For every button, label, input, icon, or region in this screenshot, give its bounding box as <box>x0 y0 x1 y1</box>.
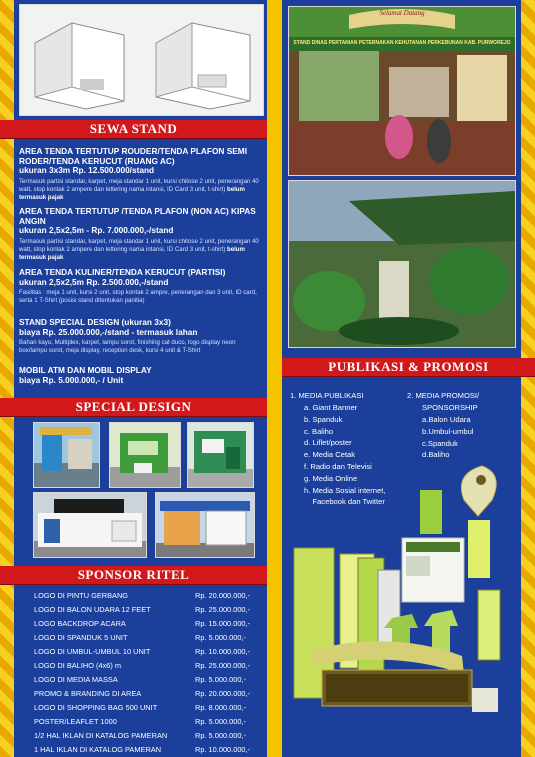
sponsor-item-name: LOGO DI BALON UDARA 12 FEET <box>34 605 151 614</box>
sponsor-row <box>34 591 274 601</box>
list-item: f. Radio dan Televisi <box>304 461 372 471</box>
stand-type-4-price: biaya Rp. 25.000.000,-/stand - termasuk lahan <box>19 327 198 337</box>
sponsor-item-name: LOGO DI PINTU GERBANG <box>34 591 129 600</box>
sponsor-item-name: 1 HAL IKLAN DI KATALOG PAMERAN <box>34 745 162 754</box>
sponsor-item-name: LOGO DI SPANDUK 5 UNIT <box>34 633 128 642</box>
sponsor-row <box>34 647 274 657</box>
stand-type-1-desc-text: Termasuk partisi standar, karpet, meja standar 1 unit, kursi chitose 2 unit, penerangan 40 watt, stop kontak 2 ampere dan lettering nama intansi, ID Card 3 unit, t-shirt) <box>19 178 259 193</box>
left-panel <box>14 0 267 757</box>
sponsor-item-price: Rp. 5.000.000,- <box>195 633 246 642</box>
sponsor-item-name: LOGO DI MEDIA MASSA <box>34 675 118 684</box>
sponsor-ritel-header: SPONSOR RITEL <box>0 566 267 584</box>
stand-type-2-desc-text: Termasuk partisi standar, karpet, meja standar 1 unit, kursi chitose 2 unit, penerangan 40 watt, stop kontak 2 ampere dan lettering nama intansi, ID Card 3 unit, t-shirt) <box>19 238 259 253</box>
sewa-stand-header: SEWA STAND <box>0 120 267 138</box>
stand-type-1-desc <box>19 178 264 201</box>
sponsor-item-name: LOGO DI UMBUL-UMBUL 10 UNIT <box>34 647 151 656</box>
sponsor-item-price: Rp. 10.000.000,- <box>195 647 251 656</box>
sponsor-item-name: 1/2 HAL IKLAN DI KATALOG PAMERAN <box>34 731 168 740</box>
stand-type-1-title: AREA TENDA TERTUTUP ROUDER/TENDA PLAFON SEMI RODER/TENDA KERUCUT (RUANG AC) <box>19 146 248 166</box>
sponsor-row <box>34 675 274 685</box>
stand-type-2-title: AREA TENDA TERTUTUP /TENDA PLAFON (NON AC) KIPAS ANGIN <box>19 206 256 226</box>
sponsor-item-price: Rp. 20.000.000,- <box>195 689 251 698</box>
sponsor-item-price: Rp. 25.000.000,- <box>195 605 251 614</box>
sponsor-item-price: Rp. 20.000.000,- <box>195 591 251 600</box>
media-publikasi-heading: 1. MEDIA PUBLIKASI <box>290 391 364 400</box>
stand-type-3-price: ukuran 2,5x2,5m Rp. 2.500.000,-/stand <box>19 277 169 287</box>
special-design-photo-2 <box>109 422 181 488</box>
media-promosi-list <box>422 414 474 461</box>
special-design-photo-3 <box>187 422 254 488</box>
list-item: d. Liflet/poster <box>304 438 352 448</box>
stand-sign-text: STAND DINAS PERTANIAN PETERNAKAN KEHUTANAN PERKEBUNAN KAB. PURWOREJO <box>293 40 511 46</box>
list-item: c.Spanduk <box>422 438 458 448</box>
list-item: a. Giant Banner <box>304 403 358 412</box>
stand-type-2-desc <box>19 238 264 261</box>
special-design-header: SPECIAL DESIGN <box>0 398 267 416</box>
stand-photo-illustration <box>289 7 515 175</box>
list-item: c. Baliho <box>304 426 334 436</box>
column-divider-2 <box>279 0 282 757</box>
sponsor-item-price: Rp. 5.000.000,- <box>195 717 246 726</box>
sponsor-row <box>34 689 274 699</box>
sponsor-item-name: PROMO & BRANDING DI AREA <box>34 689 142 698</box>
special-design-photo-5 <box>155 492 255 558</box>
column-divider-1 <box>267 0 270 757</box>
stand-type-4-title: STAND SPECIAL DESIGN (ukuran 3x3) <box>19 317 171 327</box>
media-promosi-heading-2: SPONSORSHIP <box>422 403 478 412</box>
list-item: b. Spanduk <box>304 414 343 424</box>
list-item: Facebook dan Twitter <box>304 497 385 507</box>
welcome-banner-text: Selamat Datang <box>379 9 425 17</box>
special-design-photo-1 <box>33 422 100 488</box>
booth-illustration <box>20 5 263 115</box>
sponsor-item-name: LOGO DI BALIHO (4x6) m <box>34 661 122 670</box>
sponsor-item-price: Rp. 15.000.000,- <box>195 619 251 628</box>
sponsor-item-name: POSTER/LEAFLET 1000 <box>34 717 117 726</box>
stand-type-2-tax-note: belum termasuk pajak <box>19 245 245 261</box>
sponsor-row <box>34 619 274 629</box>
sponsor-item-price: Rp. 8.000.000,- <box>195 703 246 712</box>
list-item: e. Media Cetak <box>304 450 356 460</box>
right-decor-stripe <box>521 0 535 757</box>
list-item: h. Media Sosial internet, <box>304 485 386 495</box>
list-item: d.Baliho <box>422 450 450 460</box>
publikasi-header: PUBLIKASI & PROMOSI <box>282 358 535 376</box>
sponsor-row <box>34 731 274 741</box>
sponsor-row <box>34 633 274 643</box>
stand-type-5-price: biaya Rp. 5.000.000,- / Unit <box>19 375 124 385</box>
right-panel <box>282 0 521 757</box>
sponsor-item-price: Rp. 25.000.000,- <box>195 661 251 670</box>
stand-type-3-title: AREA TENDA KULINER/TENDA KERUCUT (PARTISI) <box>19 267 226 277</box>
sponsor-item-name: LOGO DI SHOPPING BAG 500 UNIT <box>34 703 158 712</box>
exhibition-stand-photo <box>288 6 516 176</box>
list-item: b.Umbul-umbul <box>422 426 474 436</box>
list-item: g. Media Online <box>304 473 358 483</box>
special-design-photo-4 <box>33 492 147 558</box>
sponsor-row <box>34 745 274 755</box>
left-decor-stripe <box>0 0 14 757</box>
booth-photos <box>19 4 264 116</box>
exhibition-garden-photo <box>288 180 516 348</box>
stand-type-2-price: ukuran 2,5x2,5m - Rp. 7.000.000,-/stand <box>19 225 174 235</box>
sponsor-row <box>34 703 274 713</box>
stand-type-3-desc: Fasilitas : meja 1 unit, kursi 2 unit, stop kontak 2 ampre, penerangan dan 3 unit, ID card, serta 1 T-Shirt (posisi stand ditentukan panitia) <box>19 289 257 304</box>
sponsor-item-price: Rp. 5.000.000,- <box>195 675 246 684</box>
stand-type-1-price: ukuran 3x3m Rp. 12.500.000/stand <box>19 165 155 175</box>
media-promosi-heading: 2. MEDIA PROMOSI/ <box>407 391 480 400</box>
sponsor-row <box>34 661 274 671</box>
stand-type-1-tax-note: belum termasuk pajak <box>19 185 245 201</box>
promo-materials-illustration <box>282 460 521 750</box>
sponsor-item-price: Rp. 5.000.000,- <box>195 731 246 740</box>
sponsor-item-name: LOGO BACKDROP ACARA <box>34 619 126 628</box>
list-item: a.Balon Udara <box>422 415 471 424</box>
sponsor-item-price: Rp. 10.000.000,- <box>195 745 251 754</box>
stand-type-4-desc: Bahan kayu, Multiplex, karpet, lampu sorot, finishing cat duco, logo display neon box/lampu sorot, meja display, reception desk, kursi 4 unit & T-Shirt <box>19 339 236 354</box>
sponsor-row <box>34 717 274 727</box>
stand-type-5-title: MOBIL ATM DAN MOBIL DISPLAY <box>19 365 152 375</box>
garden-photo-illustration <box>289 181 515 347</box>
sponsor-row <box>34 605 274 615</box>
